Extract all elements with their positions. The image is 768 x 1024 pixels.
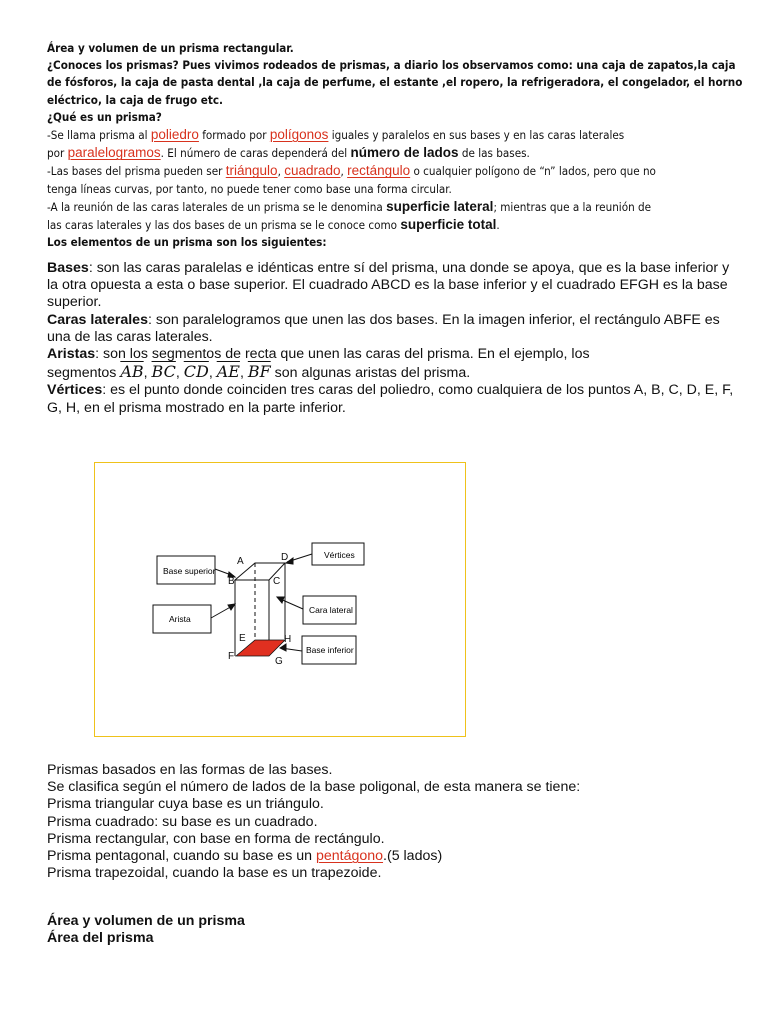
text: segmentos — [47, 365, 121, 382]
text: , — [175, 365, 184, 382]
text: o cualquier polígono de “n” lados, pero que no — [410, 164, 656, 179]
vertex-f: F — [228, 651, 235, 662]
text: -Se llama prisma al — [47, 128, 151, 143]
segment: $\overline{BF}$ — [247, 362, 271, 382]
prism-figure — [94, 462, 466, 737]
text: Prisma pentagonal, cuando su base es un — [47, 848, 316, 865]
text: : son las caras paralelas e idénticas entre sí del prisma, una donde se apoya, que es la base inferior y la otra opuesta a esta o base superior. El cuadrado ABCD es la base inferior y el cuadrado EFGH es la base superior. — [47, 260, 730, 311]
bases-line — [47, 162, 727, 180]
emphasis: superficie total — [400, 217, 497, 233]
type-triangular: Prisma triangular cuya base es un triángulo. — [47, 796, 324, 813]
vertex-e: E — [239, 633, 246, 644]
term: Bases — [47, 260, 89, 276]
text: , — [340, 164, 348, 179]
type-cuadrado: Prisma cuadrado: su base es un cuadrado. — [47, 813, 318, 830]
elements-heading: Los elementos de un prisma son los siguientes: — [47, 235, 327, 250]
text: son algunas aristas del prisma. — [270, 365, 471, 382]
text: ; mientras que a la reunión de — [493, 199, 652, 214]
label-base-superior: Base superior — [163, 566, 216, 576]
text: las caras laterales y las dos bases de un prisma se le conoce como — [47, 218, 401, 233]
arrowhead — [277, 597, 284, 603]
label-cara-lateral: Cara lateral — [309, 605, 353, 615]
bases-paragraph — [47, 260, 737, 312]
text: . El número de caras dependerá del — [160, 146, 351, 161]
aristas-paragraph — [47, 346, 737, 382]
prism-diagram — [95, 463, 467, 738]
term: Aristas — [47, 346, 96, 363]
text: , — [239, 365, 248, 382]
link-paralelogramos[interactable]: paralelogramos — [67, 145, 161, 161]
label-base-inferior: Base inferior — [306, 645, 354, 655]
heading-area-volumen: Área y volumen de un prisma — [47, 913, 245, 929]
arrowhead — [280, 644, 286, 651]
emphasis: número de lados — [350, 145, 459, 161]
text: por — [47, 146, 68, 161]
vertex-a: A — [237, 556, 244, 567]
text: -A la reunión de las caras laterales de un prisma se le denomina — [47, 199, 387, 214]
type-rectangular: Prisma rectangular, con base en forma de rectángulo. — [47, 830, 385, 847]
surface-line — [47, 198, 727, 216]
term: Vértices — [47, 382, 103, 399]
text: de las bases. — [458, 146, 530, 161]
definition-line — [47, 144, 727, 162]
emphasis: superficie lateral — [386, 198, 494, 214]
link-rectangulo[interactable]: rectángulo — [347, 163, 411, 179]
definition-line — [47, 126, 727, 144]
link-cuadrado[interactable]: cuadrado — [284, 163, 341, 179]
vertex-c: C — [273, 576, 281, 587]
arrowhead — [228, 604, 235, 610]
elements-section — [47, 260, 737, 417]
segment: $\overline{CD}$ — [183, 362, 209, 382]
text: formado por — [198, 128, 270, 143]
link-triangulo[interactable]: triángulo — [225, 163, 278, 179]
text: .(5 lados) — [383, 848, 443, 865]
prism-types-section — [47, 762, 737, 882]
type-pentagonal — [47, 848, 737, 865]
text: , — [143, 365, 152, 382]
segment: $\overline{AE}$ — [216, 362, 240, 382]
types-intro: Prismas basados en las formas de las bases. — [47, 762, 333, 778]
link-poligonos[interactable]: polígonos — [269, 127, 329, 143]
surface-line — [47, 216, 727, 234]
text: : es el punto donde coinciden tres caras del poliedro, como cualquiera de los puntos A, B, C, D, E, F, G, H, en el prisma mostrado en la parte inferior. — [47, 382, 734, 416]
text: , — [277, 164, 285, 179]
label-arista: Arista — [169, 614, 191, 624]
intro-line: eléctrico, la caja de frugo etc. — [47, 92, 223, 107]
intro-line: ¿Conoces los prismas? Pues vivimos rodeados de prismas, a diario los observamos como: una caja de zapatos,la caja — [47, 58, 736, 73]
type-trapezoidal: Prisma trapezoidal, cuando la base es un trapezoide. — [47, 865, 382, 882]
intro-line: de fósforos, la caja de pasta dental ,la caja de perfume, el estante ,el ropero, la refrigeradora, el congelador, el horno — [47, 75, 743, 90]
text: -Las bases del prisma pueden ser — [47, 164, 226, 179]
caras-paragraph — [47, 312, 737, 346]
vertex-g: G — [275, 656, 283, 667]
link-pentagono[interactable]: pentágono — [315, 848, 384, 865]
segment: $\overline{AB}$ — [120, 362, 144, 382]
text: . — [496, 218, 500, 233]
text: : son los segmentos de recta que unen las caras del prisma. En el ejemplo, los — [95, 346, 590, 363]
question-heading: ¿Qué es un prisma? — [47, 109, 162, 124]
footer-headings — [47, 913, 245, 947]
bases-line: tenga líneas curvas, por tanto, no puede tener como base una forma circular. — [47, 181, 452, 196]
text: iguales y paralelos en sus bases y en las caras laterales — [328, 128, 625, 143]
intro-section — [47, 40, 743, 251]
text: , — [208, 365, 217, 382]
heading-area-prisma: Área del prisma — [47, 930, 154, 947]
arrows — [211, 554, 312, 651]
vertices-paragraph — [47, 382, 737, 416]
text: : son paralelogramos que unen las dos bases. En la imagen inferior, el rectángulo ABFE es una de las caras laterales. — [47, 311, 720, 345]
vertex-h: H — [284, 634, 292, 645]
vertex-b: B — [228, 576, 235, 587]
doc-title: Área y volumen de un prisma rectangular. — [47, 41, 294, 55]
segment: $\overline{BC}$ — [151, 362, 176, 382]
types-classify: Se clasifica según el número de lados de la base poligonal, de esta manera se tiene: — [47, 779, 581, 796]
link-poliedro[interactable]: poliedro — [150, 127, 199, 143]
term: Caras laterales — [47, 311, 148, 328]
label-vertices: Vértices — [324, 550, 355, 560]
vertex-d: D — [281, 552, 289, 563]
